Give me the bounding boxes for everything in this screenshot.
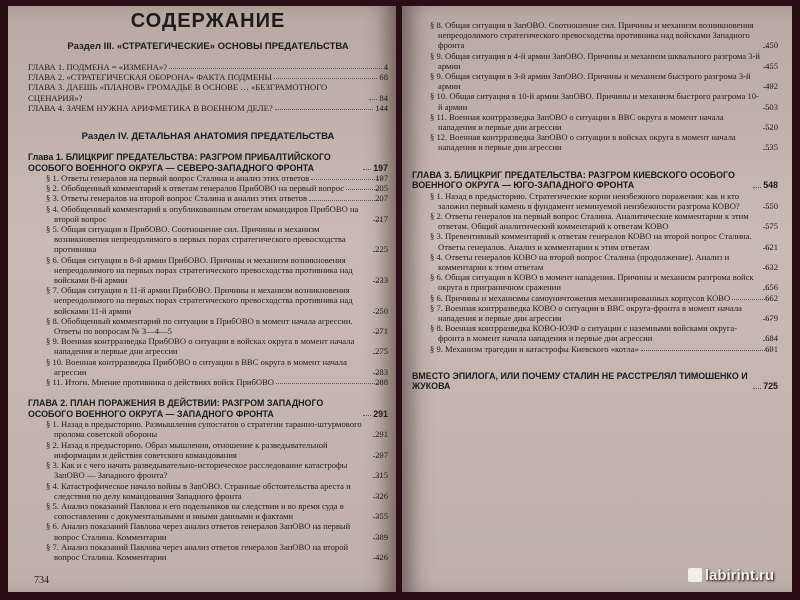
toc-page-number: 291 xyxy=(373,408,388,419)
toc-entry-text: ГЛАВА 3. ДАЕШЬ «ПЛАНОВ» ГРОМАДЬЕ В ОСНОВЕ … «БЕЗГРАМОТНОГО СЦЕНАРИЯ»? xyxy=(28,82,328,103)
toc-entry-text: § 3. Как и с чего начать разведывательно-историческое расследование катастрофы ЗапОВО — Западного фронта? xyxy=(46,460,348,481)
toc-epilogue xyxy=(412,371,778,392)
toc-page-number: 725 xyxy=(763,381,778,392)
toc-chapter-title: Глава 1. БЛИЦКРИГ ПРЕДАТЕЛЬСТВА: РАЗГРОМ ПРИБАЛТИЙСКОГО ОСОБОГО ВОЕННОГО ОКРУГА — СЕВЕРО-ЗАПАДНОГО ФРОНТА xyxy=(28,152,331,173)
toc-entry-text: § 8. Общая ситуация в ЗапОВО. Соотношение сил. Причины и механизм возникновения непреодолимого стратегического превосходства противника над войсками Западного фронта xyxy=(430,20,754,51)
toc-entry-text: § 10. Общая ситуация в 10-й армии ЗапОВО. Причины и механизм быстрого разгрома 10-й армии xyxy=(430,91,759,112)
toc-entry-text: § 3. Превентивный комментарий к ответам генералов КОВО на второй вопрос Сталина. Ответы генералов. Анализ и комментарии к этим ответам xyxy=(430,231,752,252)
toc-page-number: 389 xyxy=(375,531,388,542)
toc-entry-text: § 9. Общая ситуация в 4-й армии ЗапОВО. Причины и механизм шквального разгрома 3-й армии xyxy=(430,50,760,71)
toc-page-number: 275 xyxy=(375,346,388,357)
toc-entry xyxy=(28,204,388,224)
toc-page-number: 550 xyxy=(765,200,778,211)
toc-entry xyxy=(28,542,388,562)
toc-page-number: 575 xyxy=(765,221,778,232)
toc-page-number: 271 xyxy=(375,326,388,337)
toc-entry-text: § 7. Анализ показаний Павлова через анализ ответов генералов ЗапОВО на второй вопрос Сталина. Комментарии xyxy=(46,541,349,562)
toc-page-number: 455 xyxy=(765,60,778,71)
toc-page-number: 197 xyxy=(373,162,388,173)
toc-list-chapter-2-cont xyxy=(412,20,778,153)
toc-entry xyxy=(28,336,388,356)
toc-entry-text: ГЛАВА 2. «СТРАТЕГИЧЕСКАЯ ОБОРОНА» ФАКТА ПОДМЕНЫ xyxy=(28,72,272,83)
toc-entry-text: § 6. Общая ситуация в 8-й армии ПрибОВО. Причины и механизм возникновения непреодолимого на первых порах стратегического превосходства противника над войсками 8-й армии xyxy=(46,254,353,286)
toc-list-part3 xyxy=(28,62,388,113)
toc-entry xyxy=(28,419,388,439)
toc-chapter-title: ГЛАВА 3. БЛИЦКРИГ ПРЕДАТЕЛЬСТВА: РАЗГРОМ КИЕВСКОГО ОСОБОГО ВОЕННОГО ОКРУГА — ЮГО-ЗАПАДНОГО ФРОНТА xyxy=(412,169,735,191)
toc-entry xyxy=(28,224,388,255)
toc-page-number: 233 xyxy=(375,275,388,286)
toc-page-number: 492 xyxy=(765,81,778,92)
toc-page-number: 283 xyxy=(375,366,388,377)
toc-page-number: 207 xyxy=(375,193,388,204)
toc-entry xyxy=(412,112,778,132)
toc-entry-text: § 3. Ответы генералов на второй вопрос Сталина и анализ этих ответов xyxy=(46,193,308,204)
toc-entry-text: § 12. Военная контрразведка ЗапОВО о ситуации в войсках округа в момент начала нападения и первые дни агрессии xyxy=(430,132,736,153)
toc-page-number: 662 xyxy=(765,292,778,303)
toc-page-number: 535 xyxy=(765,142,778,153)
toc-entry xyxy=(412,51,778,71)
toc-entry-text: § 9. Общая ситуация в 3-й армии ЗапОВО. Причины и механизм быстрого разгрома 3-й армии xyxy=(430,71,751,92)
toc-entry-text: § 4. Катастрофическое начало войны в ЗапОВО. Странные обстоятельства ареста и следствия по делу командования Западного фронта xyxy=(46,480,351,501)
toc-entry-text: § 2. Ответы генералов на первый вопрос Сталина. Аналитические комментарии к этим ответам. Общий аналитический комментарий к ответам КОВО xyxy=(430,211,749,232)
toc-page-number: 315 xyxy=(375,470,388,481)
left-page xyxy=(8,6,396,592)
section-heading-part4: Раздел IV. ДЕТАЛЬНАЯ АНАТОМИЯ ПРЕДАТЕЛЬСТВА xyxy=(81,131,335,143)
toc-page-number: 144 xyxy=(375,102,388,113)
toc-page-number: 548 xyxy=(763,180,778,191)
toc-entry xyxy=(412,344,778,354)
toc-page-number: 426 xyxy=(375,551,388,562)
labirint-logo-icon xyxy=(688,568,702,582)
toc-entry xyxy=(412,132,778,152)
toc-entry xyxy=(412,71,778,91)
toc-page-number: 84 xyxy=(379,92,388,103)
toc-entry-text: § 4. Ответы генералов КОВО на второй вопрос Сталина (продолжение). Анализ и комментарии к этим ответам xyxy=(430,251,730,273)
toc-entry xyxy=(28,481,388,501)
toc-page-number: 684 xyxy=(765,333,778,344)
toc-page-number: 632 xyxy=(765,262,778,273)
toc-epilogue-title: ВМЕСТО ЭПИЛОГА, ИЛИ ПОЧЕМУ СТАЛИН НЕ РАССТРЕЛЯЛ ТИМОШЕНКО И ЖУКОВА xyxy=(412,370,748,392)
toc-entry xyxy=(412,303,778,323)
toc-entry-text: § 5. Общая ситуация в ПрибОВО. Соотношение сил. Причины и механизм возникновения непреодолимого в первых порах стратегического превосходства противника xyxy=(46,224,346,255)
toc-page-number: 621 xyxy=(765,241,778,252)
toc-entry-text: § 4. Обобщенный комментарий к опубликованным ответам командиров ПрибОВО на второй вопрос xyxy=(46,203,359,224)
toc-entry xyxy=(412,20,778,51)
toc-entry xyxy=(28,72,388,82)
toc-entry xyxy=(28,460,388,480)
toc-page-number: 205 xyxy=(375,183,388,194)
toc-entry xyxy=(28,103,388,113)
toc-page-number: 68 xyxy=(379,72,388,83)
toc-page-number: 217 xyxy=(375,213,388,224)
toc-page-number: 197 xyxy=(375,173,388,184)
toc-entry xyxy=(28,501,388,521)
toc-page-number: 450 xyxy=(765,40,778,51)
toc-entry-text: § 11. Военная контрразведка ЗапОВО о ситуации в ВВС округа в момент начала нападения и первые дни агрессии xyxy=(430,111,724,133)
toc-entry xyxy=(412,191,778,211)
toc-entry xyxy=(412,272,778,292)
toc-list-chapter-3 xyxy=(412,191,778,354)
toc-entry xyxy=(412,293,778,303)
toc-entry-text: § 9. Механизм трагедии и катастрофы Киевского «котла» xyxy=(430,343,639,354)
toc-entry xyxy=(28,255,388,286)
toc-entry-text: § 1. Назад в предысторию. Стратегические корни неизбежного поражения: как и кто заложил первый камень в фундамент неминуемой неизбежности разгрома КОВО? xyxy=(430,190,740,211)
toc-entry-text: § 9. Военная контрразведка ПрибОВО о ситуации в войсках округа в момент начала нападения и первые дни агрессии xyxy=(46,336,355,357)
toc-entry xyxy=(28,193,388,203)
toc-chapter-2 xyxy=(28,398,388,419)
toc-entry-text: § 5. Анализ показаний Павлова и его подельников на следствии и во время суда в сопоставлении с документальными и иными данными и фактами xyxy=(46,500,344,522)
toc-entry xyxy=(28,440,388,460)
toc-entry-text: § 8. Военная контрразведка КОВО-ЮЗФ о ситуации с наземными войсками округа-фронта в момент начала нападения и первые дни агрессии xyxy=(430,323,738,344)
toc-entry xyxy=(28,183,388,193)
toc-page-number: 297 xyxy=(375,449,388,460)
watermark: labirint.ru xyxy=(688,567,774,584)
toc-entry xyxy=(28,357,388,377)
toc-entry-text: § 1. Назад в предысторию. Размышления супостатов о стратегии таранно-штурмового пролома советской обороны xyxy=(46,419,362,440)
toc-entry xyxy=(28,377,388,387)
toc-entry-text: § 7. Общая ситуация в 11-й армии ПрибОВО. Причины и механизм возникновения непреодолимого на первых порах стратегического превосходства противника над войсками 11-й армии xyxy=(46,285,353,316)
toc-list-chapter-1 xyxy=(28,173,388,387)
toc-entry-text: § 6. Причины и механизмы самоуничтожения механизированных корпусов КОВО xyxy=(430,292,731,303)
right-page xyxy=(402,6,792,592)
toc-chapter-3 xyxy=(412,170,778,191)
toc-page-number: 288 xyxy=(375,377,388,388)
toc-page-number: 656 xyxy=(765,282,778,293)
toc-entry-text: § 6. Анализ показаний Павлова через анализ ответов генералов ЗапОВО на первый вопрос Сталина. Комментарии xyxy=(46,521,351,542)
toc-chapter-title: ГЛАВА 2. ПЛАН ПОРАЖЕНИЯ В ДЕЙСТВИИ: РАЗГРОМ ЗАПАДНОГО ОСОБОГО ВОЕННОГО ОКРУГА — ЗАПАДНОГО ФРОНТА xyxy=(28,398,324,419)
toc-entry xyxy=(28,82,388,102)
toc-page-number: 250 xyxy=(375,305,388,316)
toc-page-number: 679 xyxy=(765,313,778,324)
toc-entry-text: § 7. Военная контрразведка КОВО о ситуации в ВВС округа-фронта в момент начала нападения и первые дни агрессии xyxy=(430,302,742,324)
toc-entry xyxy=(28,521,388,541)
toc-entry-text: § 2. Назад в предысторию. Образ мышления, отношение к разведывательной информации и действия советского командования xyxy=(46,439,328,460)
toc-entry xyxy=(28,173,388,183)
toc-chapter-1 xyxy=(28,152,388,173)
toc-entry xyxy=(412,91,778,111)
toc-page-number: 691 xyxy=(765,343,778,354)
toc-entry-text: § 11. Итоги. Мнение противника о действиях войск ПрибОВО xyxy=(46,377,275,388)
toc-page-number: 355 xyxy=(375,511,388,522)
toc-page-number: 520 xyxy=(765,122,778,133)
page-folio: 734 xyxy=(34,575,49,586)
toc-entry xyxy=(412,211,778,231)
section-heading-part3: Раздел III. «СТРАТЕГИЧЕСКИЕ» ОСНОВЫ ПРЕДАТЕЛЬСТВА xyxy=(67,41,349,52)
toc-entry-text: § 2. Обобщенный комментарий к ответам генералов ПрибОВО на первый вопрос xyxy=(46,183,345,194)
toc-entry-text: § 8. Обобщенный комментарий по ситуации в ПрибОВО в момент начала агрессии. Ответы по вопросам № 3—4—5 xyxy=(46,315,353,337)
toc-entry xyxy=(28,316,388,336)
toc-entry xyxy=(412,323,778,343)
toc-entry-text: § 6. Общая ситуация в КОВО в момент нападения. Причины и механизм разгрома войск округа в приграничном сражении xyxy=(430,272,754,293)
toc-entry xyxy=(28,62,388,72)
toc-entry xyxy=(28,285,388,316)
toc-entry-text: ГЛАВА 1. ПОДМЕНА = «ИЗМЕНА»? xyxy=(28,62,168,72)
toc-page-number: 326 xyxy=(375,490,388,501)
toc-entry-text: § 1. Ответы генералов на первый вопрос Сталина и анализ этих ответов xyxy=(46,173,310,184)
toc-entry-text: ГЛАВА 4. ЗАЧЕМ НУЖНА АРИФМЕТИКА В ВОЕННОМ ДЕЛЕ? xyxy=(28,102,273,113)
toc-page-number: 291 xyxy=(375,429,388,440)
toc-page-number: 503 xyxy=(765,101,778,112)
toc-entry xyxy=(412,231,778,251)
toc-page-number: 4 xyxy=(383,62,388,72)
toc-list-chapter-2 xyxy=(28,419,388,562)
toc-page-number: 225 xyxy=(375,244,388,255)
page-title: СОДЕРЖАНИЕ xyxy=(130,10,286,32)
toc-entry-text: § 10. Военная контрразведка ПрибОВО о ситуации в ВВС округа в момент начала агрессии xyxy=(46,356,347,377)
toc-entry xyxy=(412,252,778,272)
